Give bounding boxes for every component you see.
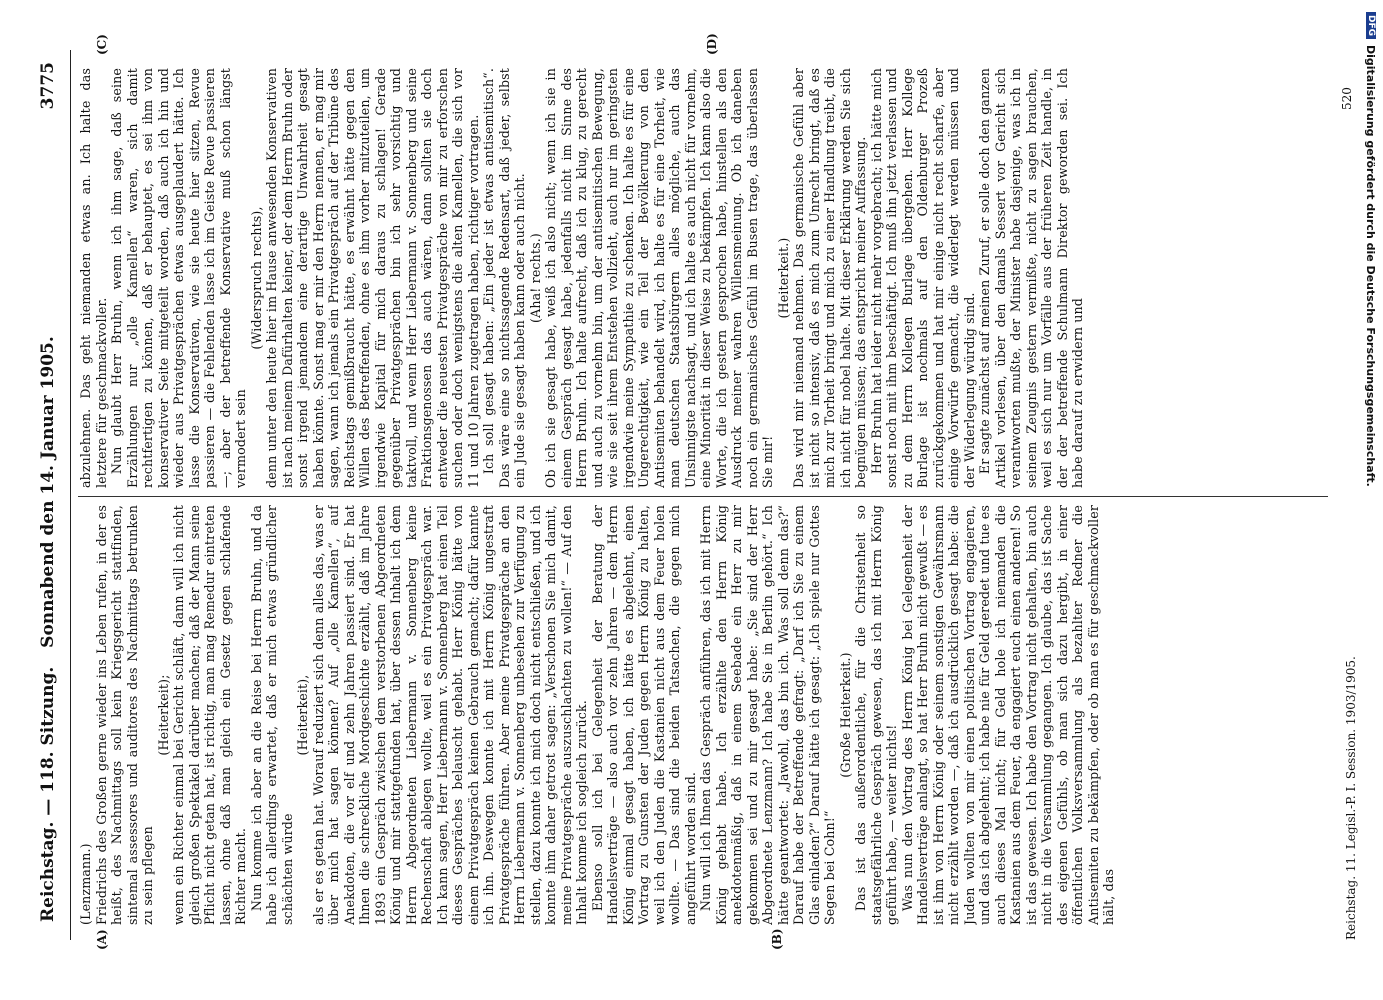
margin-mark-b: (B) <box>770 928 784 950</box>
margin-mark-d: (D) <box>705 33 719 55</box>
col2-paragraph: Ich soll gesagt haben: „Ein jeder ist etwas antisemitisch“. Das wäre eine so nichtssagende Redensart, daß jeder, selbst ein Jude sie gesagt haben kann oder auch nicht. <box>481 68 527 488</box>
col1-paragraph: (Lenzmann.) <box>78 843 93 925</box>
column-divider <box>78 496 1328 497</box>
page-number: 3775 <box>38 62 58 110</box>
dfg-credit <box>1362 12 1380 992</box>
col2-paragraph: Er sagte zunächst auf meinen Zuruf, er solle doch den ganzen Artikel vorlesen, über den damals Sessert vor Gericht sich verantworten mußte, der Minister habe dasjenige, was ich in seinem Zeugnis gestern vermißte, nicht zu sagen brauchen, weil es sich nur um Vorfälle aus der früheren Zeit handle, in der der betreffende Schulmann Direktor geworden sei. Ich habe darauf zu erwidern und <box>977 68 1085 488</box>
col2-paragraph: (Widerspruch rechts), <box>248 206 264 350</box>
page-header <box>30 62 66 922</box>
text-column-right <box>78 68 1313 488</box>
header-center: Sonnabend den 14. Januar 1905. <box>38 336 58 648</box>
col2-paragraph: Das wird mir niemand nehmen. Das germanische Gefühl aber ist nicht so intensiv, daß es mich zum Unrecht bringt, daß es mich zur Torheit bringt und mich zu einer Handlung treibt, die ich nicht für nobel halte. Mit dieser Erklärung werden Sie sich begnügen müssen; das entspricht meiner Auffassung. <box>791 68 868 488</box>
col1-paragraph: als er es getan hat. Worauf reduziert sich denn alles das, was er über mich hat sagen können? Auf „olle Kamellen“, auf Anekdoten, die vor elf und zehn Jahren passiert sind. Er hat Ihnen die schreckliche Mordgeschichte erzählt, daß im Jahre 1893 ein Gespräch zwischen dem verstorbenen Abgeordneten König und mir stattgefunden hat, über dessen Inhalt ich dem Herrn Abgeordneten Liebermann v. Sonnenberg keine Rechenschaft ablegen wollte, weil es ein Privatgespräch war. Ich kann sagen, Herr Liebermann v. Sonnenberg hat einen Teil dieses Gespräches belauscht gehabt. Herr König hätte von einem Privatgespräch keinen Gebrauch gemacht; dafür kannte ich ihn. Deswegen konnte ich mit Herrn König ungestraft Privatgespräche führen. Aber meine Privatgespräche an den Herrn Liebermann v. Sonnenberg unbesehen zur Verfügung zu stellen, dazu konnte ich mich doch nicht entschließen, und ich konnte ihm daher getrost sagen: „Verschonen Sie mich damit, meine Privatgespräche auszuschlachten zu wollen!“ — Auf den Inhalt komme ich sogleich zurück. <box>310 505 589 925</box>
col1-paragraph: wenn ein Richter einmal bei Gericht schläft, dann will ich nicht gleich großen Spektakel darüber machen; daß der Mann seine Pflicht nicht getan hat, ist richtig, man mag Remedur eintreten lassen, ohne daß man gleich ein Gesetz gegen schlafende Richter macht. <box>171 505 248 925</box>
col2-paragraph: (Aha! rechts.) <box>527 233 543 323</box>
col2-paragraph: Ob ich sie gesagt habe, weiß ich also nicht; wenn ich sie in einem Gespräch gesagt habe, jedenfalls nicht im Sinne des Herrn Bruhn. Ich halte aufrecht, daß ich zu klug, zu gerecht und auch zu vornehm bin, um der antisemitischen Bewegung, wie sie seit ihrem Entstehen vollzieht, auch nur im geringsten irgendwie meine Sympathie zu schenken. Ich halte es für eine Ungerechtigkeit, wie ein Teil der Bevölkerung von den Antisemiten behandelt wird, ich halte es für eine Torheit, wie man deutschen Staatsbürgern alles mögliche, auch das Unsinnigste nachsagt, und ich halte es auch nicht für vornehm, eine Minorität in dieser Weise zu bekämpfen. Ich kann also die Worte, die ich gestern gesprochen habe, hinstellen als den Ausdruck meiner wahren Willensmeinung. Ob ich daneben noch ein germanisches Gefühl im Busen trage, das überlassen Sie mir! <box>543 68 775 488</box>
col1-paragraph: Friedrichs des Großen gerne wieder ins Leben rufen, in der es heißt, des Nachmittags soll kein Kriegsgericht stattfinden, sintemal assessores und auditores des Nachmittags betrunken zu sein pflegen <box>93 505 155 925</box>
dfg-credit-text: Digitalisierung gefördert durch die Deutsche Forschungsgemeinschaft. <box>1364 45 1378 487</box>
col2-paragraph: denn unter den heute hier im Hause anwesenden Konservativen ist nach meinem Dafürhalten keiner, der dem Herrn Bruhn oder sonst irgend jemandem eine derartige Unwahrheit gesagt haben könnte. Sonst mag er mir den Herrn nennen, er mag mir sagen, wann ich jemals ein Privatgespräch auf der Tribüne des Reichstags gemißbraucht hätte, es erwähnt hätte gegen den Willen des Betreffenden, ohne es ihm vorher mitzuteilen, um irgendwie Kapital für mich daraus zu schlagen! Gerade gegenüber Privatgesprächen bin ich sehr vorsichtig und taktvoll, und wenn Herr Liebermann v. Sonnenberg und seine Fraktionsgenossen das auch wären, dann sollten sie doch entweder die neuesten Privatgespräche von mir zu erforschen suchen oder doch wenigstens die alten Kamellen, die sich vor 11 und 10 Jahren zugetragen haben, richtiger vortragen. <box>264 68 481 488</box>
col1-paragraph: (Heiterkeit); <box>155 674 171 756</box>
col2-paragraph: abzulehnen. Das geht niemanden etwas an. Ich halte das letztere für geschmackvoller. <box>78 68 109 488</box>
col2-paragraph: Nun glaubt Herr Bruhn, wenn ich ihm sage, daß seine Erzählungen nur „olle Kamellen“ waren, sich damit rechtfertigen zu können, daß er behauptet, es sei ihm von konservativer Seite mitgeteilt worden, daß auch ich hin und wieder aus Privatgesprächen etwas ausgeplaudert hätte. Ich lasse die Konservativen, wie sie heute hier sitzen, Revue passieren — die Fehlenden lasse ich im Geiste Revue passieren —; aber der betreffende Konservative muß schon längst vermodert sein <box>109 68 248 488</box>
col1-paragraph: Nun will ich Ihnen das Gespräch anführen, das ich mit Herrn König gehabt habe. Ich erzählte den Herrn König anekdotenmäßig, daß in einem Seebade ein Herr zu mir gekommen sei und zu mir gesagt habe: „Sie sind der Herr Abgeordnete Lenzmann? Ich habe Sie in Berlin gehört.“ Ich hätte geantwortet: „Jawohl, das bin ich. Was soll denn das?“ Darauf habe der Betreffende gefragt: „Darf ich Sie zu einem Glas einladen?“ Darauf hätte ich gesagt: „Ich spiele nur Gottes Segen bei Cohn!“ <box>698 505 837 925</box>
header-rule <box>70 50 71 940</box>
col1-paragraph: (Heiterkeit), <box>295 674 310 756</box>
col1-paragraph: Nun komme ich aber an die Reise bei Herrn Bruhn, und da habe ich allerdings erwartet, daß er mich etwas gründlicher schächten würde <box>248 505 295 925</box>
footer-left: Reichstag. 11. Legisl.-P. I. Session. 1903/1905. <box>1344 656 1358 940</box>
col1-paragraph: Das ist das außerordentliche, für die Christenheit so staatsgefährliche Gespräch gewesen, das ich mit Herrn König geführt habe, — weiter nichts! <box>853 505 899 925</box>
dfg-logo: DFG <box>1366 12 1376 39</box>
footer-page-signature: 520 <box>1340 87 1354 110</box>
col1-paragraph: Ebenso soll ich bei Gelegenheit der Beratung der Handelsverträge — also auch vor zehn Jahren — dem Herrn König einmal gesagt haben, ich hätte es abgelehnt, einen Vortrag zu Gunsten der Juden gegen Herrn König zu halten, weil ich den Juden die Kastanien nicht aus dem Feuer holen wollte. — Das sind die beiden Tatsachen, die gegen mich angeführt worden sind. <box>589 505 698 925</box>
col2-paragraph: Herr Bruhn hat leider nicht mehr vorgebracht; ich hätte mich sonst noch mit ihm beschäftigt. Ich muß ihn jetzt verlassen und zu dem Herrn Kollegen Burlage übergehen. Herr Kollege Burlage ist nochmals auf den Oldenburger Prozeß zurückgekommen und hat mir einige nicht recht scharfe, aber einige Vorwürfe gemacht, die widerlegt werden müssen und der Widerlegung würdig sind. <box>868 68 977 488</box>
text-column-left <box>78 505 1338 925</box>
col1-paragraph: (Große Heiterkeit.) <box>837 652 853 778</box>
header-left: Reichstag. — 118. Sitzung. <box>38 666 58 922</box>
col1-paragraph: Was nun den Vortrag des Herrn König bei Gelegenheit der Handelsverträge anlangt, so hat Herr Bruhn nicht gewußt — es ist ihm von Herrn König oder seinem sonstigen Gewährsmann nicht erzählt worden —, daß ich ausdrücklich gesagt habe: die Juden wollten von mir einen politischen Vortrag engagieren, und das ich abgelehnt; ich habe nie für Geld geredet und tue es auch dieses Mal nicht; für Geld hole ich niemanden die Kastanien aus dem Feuer, da engagiert euch einen anderen! So ist das gewesen. Ich habe den Vortrag nicht gehalten, bin auch nicht in die Versammlung gegangen. Ich glaube, das ist Sache des eigenen Gefühls, ob man sich dazu hergibt, in einer öffentlichen Volksversammlung als bezahlter Redner die Antisemiten zu bekämpfen, oder ob man es für geschmackvoller hält, das <box>899 505 1116 925</box>
dfg-sidebar <box>1362 12 1380 992</box>
margin-mark-a: (A) <box>95 929 109 950</box>
col2-paragraph: (Heiterkeit.) <box>775 237 791 319</box>
margin-mark-c: (C) <box>95 34 109 55</box>
